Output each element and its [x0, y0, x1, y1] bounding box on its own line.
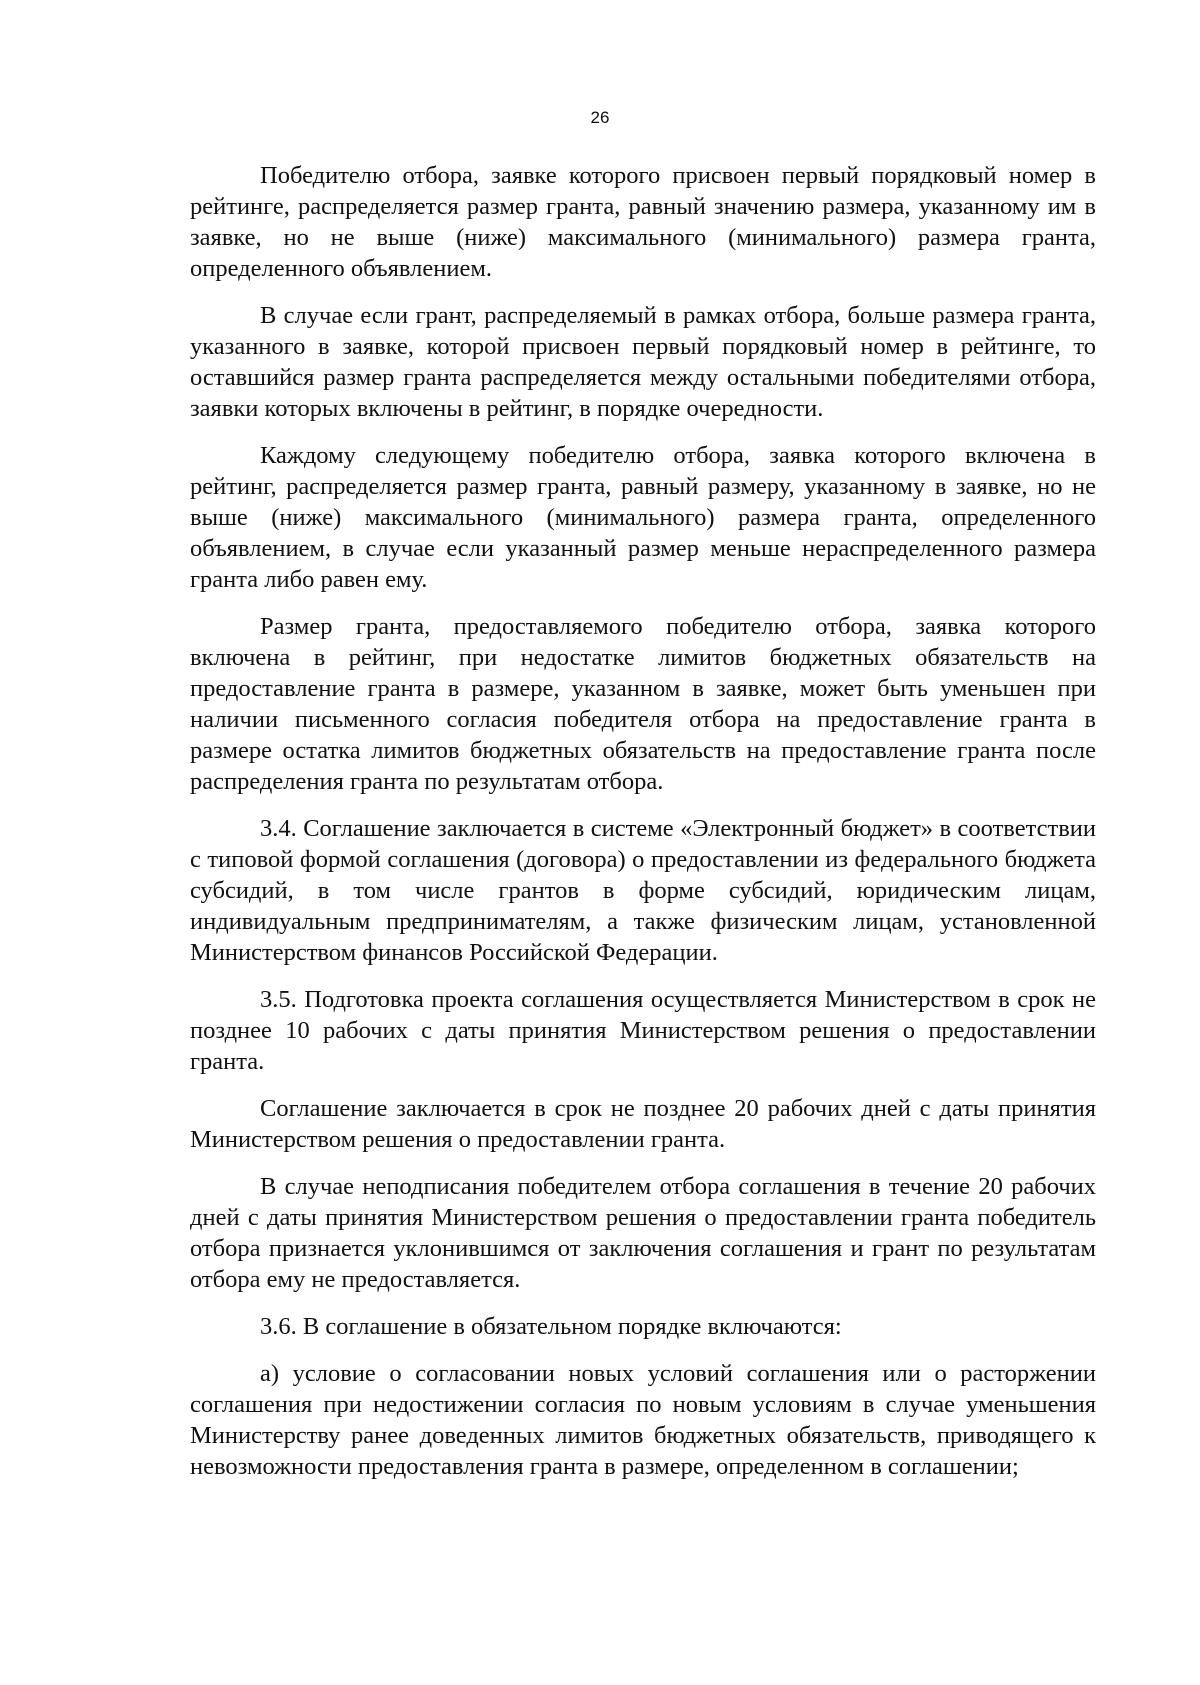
paragraph-item-a: а) условие о согласовании новых условий соглашения или о расторжении соглашения при недостижении согласия по новым условиям в случае уменьшения Министерству ранее доведенных лимитов бюджетных обязательств, приводящего к невозможности предоставления гранта в размере, определенном в соглашении;	[190, 1360, 1096, 1480]
paragraph-winner-first-rank: Победителю отбора, заявке которого присвоен первый порядковый номер в рейтинге, распределяется размер гранта, равный значению размера, указанному им в заявке, но не выше (ниже) максимального (минимального) размера гранта, определенного объявлением.	[190, 162, 1096, 282]
paragraph-grant-reduction: Размер гранта, предоставляемого победителю отбора, заявка которого включена в рейтинг, при недостатке лимитов бюджетных обязательств на предоставление гранта в размере, указанном в заявке, может быть уменьшен при наличии письменного согласия победителя отбора на предоставление гранта в размере остатка лимитов бюджетных обязательств на предоставление гранта после распределения гранта по результатам отбора.	[190, 613, 1096, 795]
paragraph-remaining-grant: В случае если грант, распределяемый в рамках отбора, больше размера гранта, указанного в заявке, которой присвоен первый порядковый номер в рейтинге, то оставшийся размер гранта распределяется между остальными победителями отбора, заявки которых включены в рейтинг, в порядке очередности.	[190, 302, 1096, 422]
document-body	[190, 160, 1096, 1498]
page-number: 26	[590, 108, 610, 127]
paragraph-next-winner: Каждому следующему победителю отбора, заявка которого включена в рейтинг, распределяется размер гранта, равный размеру, указанному в заявке, но не выше (ниже) максимального (минимального) размера гранта, определенного объявлением, в случае если указанный размер меньше нераспределенного размера гранта либо равен ему.	[190, 442, 1096, 593]
paragraph-section-3-4: 3.4. Соглашение заключается в системе «Электронный бюджет» в соответствии с типовой формой соглашения (договора) о предоставлении из федерального бюджета субсидий, в том числе грантов в форме субсидий, юридическим лицам, индивидуальным предпринимателям, а также физическим лицам, установленной Министерством финансов Российской Федерации.	[190, 815, 1096, 966]
paragraph-non-signing: В случае неподписания победителем отбора соглашения в течение 20 рабочих дней с даты принятия Министерством решения о предоставлении гранта победитель отбора признается уклонившимся от заключения соглашения и грант по результатам отбора ему не предоставляется.	[190, 1173, 1096, 1293]
paragraph-agreement-term: Соглашение заключается в срок не позднее 20 рабочих дней с даты принятия Министерством решения о предоставлении гранта.	[190, 1095, 1096, 1153]
paragraph-section-3-6: 3.6. В соглашение в обязательном порядке включаются:	[260, 1313, 842, 1340]
paragraph-section-3-5: 3.5. Подготовка проекта соглашения осуществляется Министерством в срок не позднее 10 рабочих с даты принятия Министерством решения о предоставлении гранта.	[190, 986, 1096, 1075]
